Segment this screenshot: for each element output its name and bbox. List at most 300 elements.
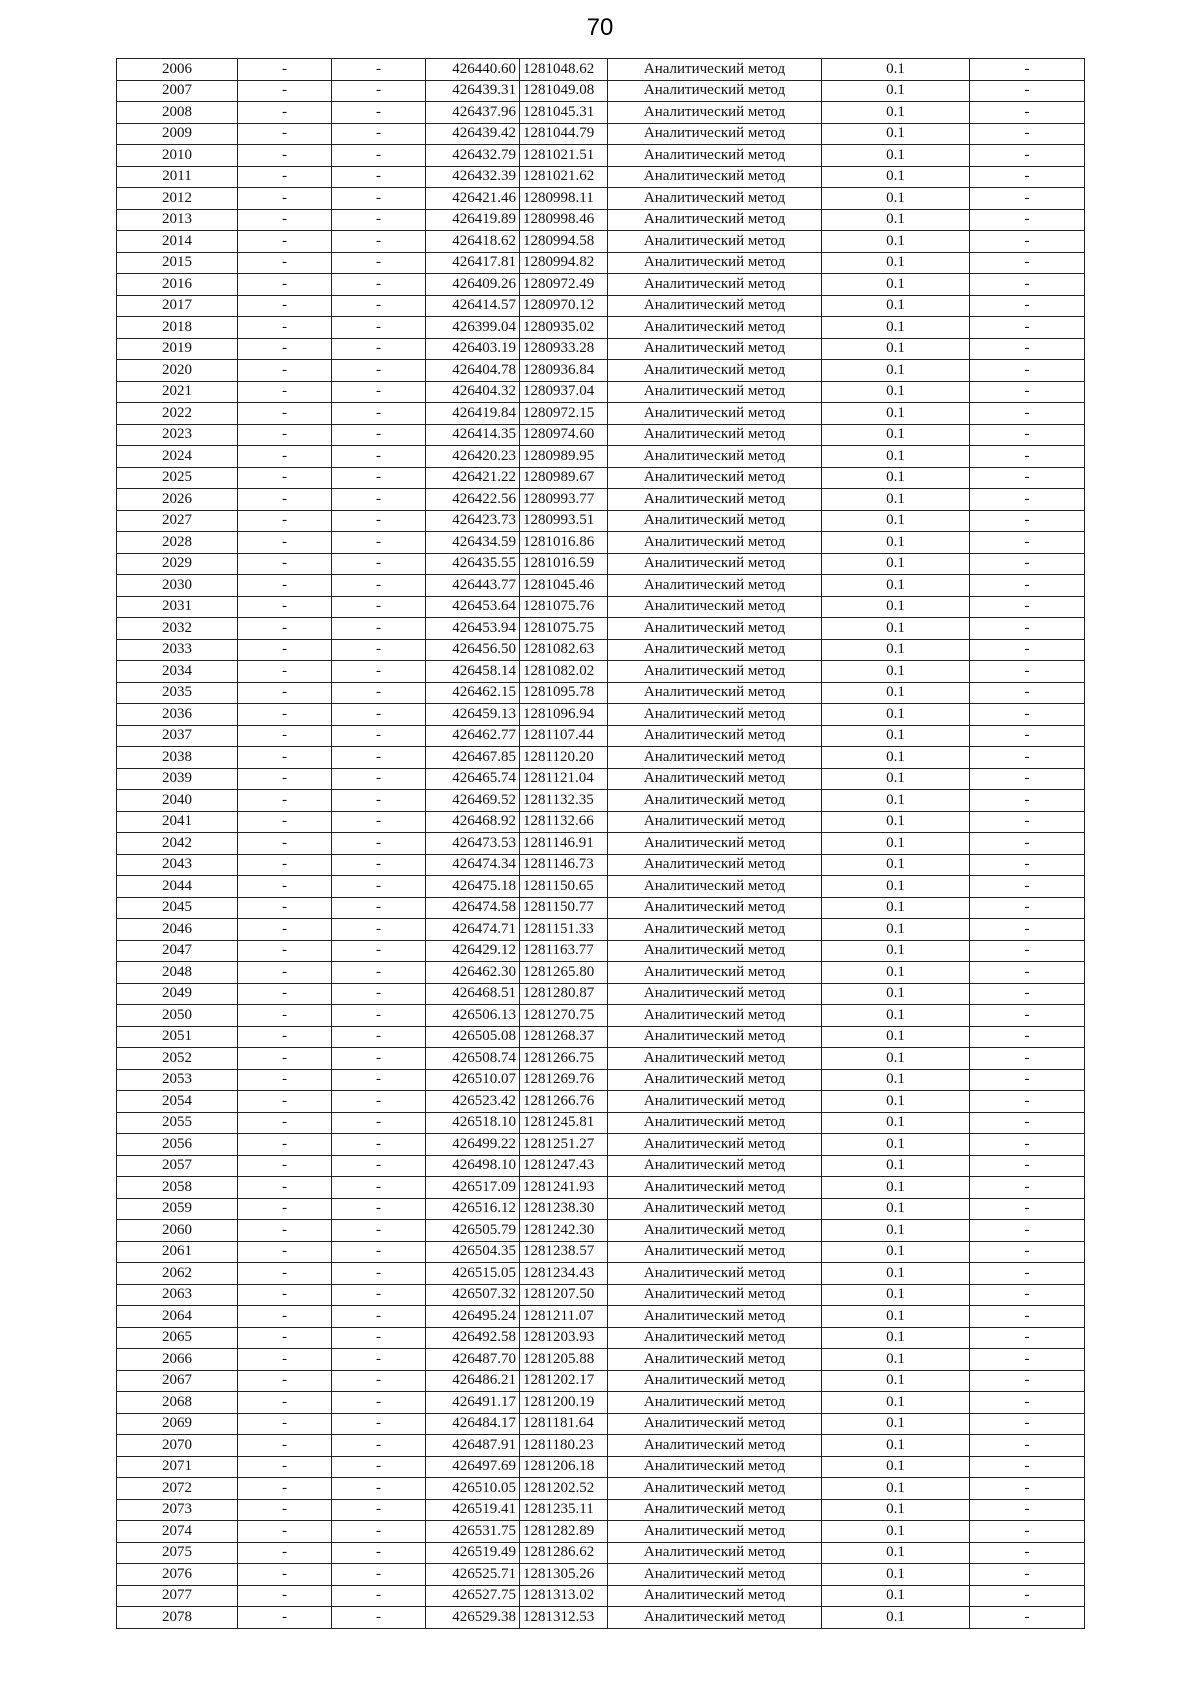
dash-cell: -	[970, 446, 1085, 468]
point-number-cell: 2057	[117, 1155, 238, 1177]
dash-cell: -	[970, 962, 1085, 984]
table-row	[117, 1435, 1085, 1457]
dash-cell: -	[332, 231, 426, 253]
x-coordinate-cell: 426423.73	[426, 510, 520, 532]
accuracy-cell: 0.1	[822, 274, 970, 296]
dash-cell: -	[970, 317, 1085, 339]
dash-cell: -	[332, 338, 426, 360]
method-cell: Аналитический метод	[608, 618, 822, 640]
point-number-cell: 2050	[117, 1005, 238, 1027]
point-number-cell: 2051	[117, 1026, 238, 1048]
accuracy-cell: 0.1	[822, 876, 970, 898]
method-cell: Аналитический метод	[608, 1542, 822, 1564]
accuracy-cell: 0.1	[822, 768, 970, 790]
dash-cell: -	[332, 489, 426, 511]
dash-cell: -	[970, 295, 1085, 317]
table-row	[117, 1284, 1085, 1306]
y-coordinate-cell: 1281151.33	[520, 919, 608, 941]
x-coordinate-cell: 426439.31	[426, 80, 520, 102]
y-coordinate-cell: 1281045.31	[520, 102, 608, 124]
table-row	[117, 1112, 1085, 1134]
table-row	[117, 381, 1085, 403]
point-number-cell: 2071	[117, 1456, 238, 1478]
y-coordinate-cell: 1281132.35	[520, 790, 608, 812]
point-number-cell: 2007	[117, 80, 238, 102]
y-coordinate-cell: 1281238.57	[520, 1241, 608, 1263]
y-coordinate-cell: 1280994.82	[520, 252, 608, 274]
accuracy-cell: 0.1	[822, 1521, 970, 1543]
point-number-cell: 2010	[117, 145, 238, 167]
dash-cell: -	[238, 618, 332, 640]
point-number-cell: 2072	[117, 1478, 238, 1500]
dash-cell: -	[970, 854, 1085, 876]
accuracy-cell: 0.1	[822, 123, 970, 145]
table-row	[117, 983, 1085, 1005]
point-number-cell: 2066	[117, 1349, 238, 1371]
x-coordinate-cell: 426491.17	[426, 1392, 520, 1414]
table-row	[117, 1521, 1085, 1543]
y-coordinate-cell: 1281107.44	[520, 725, 608, 747]
method-cell: Аналитический метод	[608, 1370, 822, 1392]
y-coordinate-cell: 1281202.52	[520, 1478, 608, 1500]
dash-cell: -	[970, 897, 1085, 919]
table-row	[117, 1499, 1085, 1521]
point-number-cell: 2030	[117, 575, 238, 597]
y-coordinate-cell: 1281280.87	[520, 983, 608, 1005]
dash-cell: -	[332, 1327, 426, 1349]
table-row	[117, 1134, 1085, 1156]
point-number-cell: 2018	[117, 317, 238, 339]
dash-cell: -	[238, 1026, 332, 1048]
dash-cell: -	[332, 123, 426, 145]
x-coordinate-cell: 426516.12	[426, 1198, 520, 1220]
y-coordinate-cell: 1281247.43	[520, 1155, 608, 1177]
dash-cell: -	[238, 252, 332, 274]
dash-cell: -	[238, 639, 332, 661]
dash-cell: -	[332, 1134, 426, 1156]
x-coordinate-cell: 426409.26	[426, 274, 520, 296]
dash-cell: -	[238, 725, 332, 747]
table-row	[117, 1026, 1085, 1048]
table-row	[117, 424, 1085, 446]
dash-cell: -	[970, 1284, 1085, 1306]
table-row	[117, 209, 1085, 231]
dash-cell: -	[332, 1048, 426, 1070]
dash-cell: -	[970, 166, 1085, 188]
dash-cell: -	[332, 1392, 426, 1414]
dash-cell: -	[332, 747, 426, 769]
point-number-cell: 2023	[117, 424, 238, 446]
table-row	[117, 252, 1085, 274]
dash-cell: -	[332, 1220, 426, 1242]
x-coordinate-cell: 426421.22	[426, 467, 520, 489]
accuracy-cell: 0.1	[822, 252, 970, 274]
table-row	[117, 1198, 1085, 1220]
dash-cell: -	[970, 102, 1085, 124]
point-number-cell: 2027	[117, 510, 238, 532]
method-cell: Аналитический метод	[608, 1413, 822, 1435]
dash-cell: -	[238, 1499, 332, 1521]
dash-cell: -	[238, 381, 332, 403]
y-coordinate-cell: 1280993.77	[520, 489, 608, 511]
accuracy-cell: 0.1	[822, 446, 970, 468]
y-coordinate-cell: 1281021.51	[520, 145, 608, 167]
method-cell: Аналитический метод	[608, 1198, 822, 1220]
point-number-cell: 2009	[117, 123, 238, 145]
dash-cell: -	[238, 102, 332, 124]
point-number-cell: 2034	[117, 661, 238, 683]
table-row	[117, 1069, 1085, 1091]
y-coordinate-cell: 1281268.37	[520, 1026, 608, 1048]
dash-cell: -	[238, 1177, 332, 1199]
table-row	[117, 123, 1085, 145]
dash-cell: -	[332, 1499, 426, 1521]
x-coordinate-cell: 426519.41	[426, 1499, 520, 1521]
x-coordinate-cell: 426487.91	[426, 1435, 520, 1457]
point-number-cell: 2021	[117, 381, 238, 403]
dash-cell: -	[238, 338, 332, 360]
table-row	[117, 725, 1085, 747]
x-coordinate-cell: 426453.64	[426, 596, 520, 618]
x-coordinate-cell: 426486.21	[426, 1370, 520, 1392]
dash-cell: -	[970, 919, 1085, 941]
method-cell: Аналитический метод	[608, 1392, 822, 1414]
accuracy-cell: 0.1	[822, 1607, 970, 1629]
table-row	[117, 790, 1085, 812]
accuracy-cell: 0.1	[822, 811, 970, 833]
accuracy-cell: 0.1	[822, 1198, 970, 1220]
point-number-cell: 2029	[117, 553, 238, 575]
dash-cell: -	[970, 553, 1085, 575]
accuracy-cell: 0.1	[822, 833, 970, 855]
x-coordinate-cell: 426403.19	[426, 338, 520, 360]
table-row	[117, 962, 1085, 984]
x-coordinate-cell: 426462.30	[426, 962, 520, 984]
y-coordinate-cell: 1280994.58	[520, 231, 608, 253]
dash-cell: -	[238, 360, 332, 382]
accuracy-cell: 0.1	[822, 532, 970, 554]
dash-cell: -	[332, 295, 426, 317]
y-coordinate-cell: 1281163.77	[520, 940, 608, 962]
dash-cell: -	[332, 1435, 426, 1457]
table-row	[117, 102, 1085, 124]
dash-cell: -	[332, 510, 426, 532]
table-row	[117, 1585, 1085, 1607]
table-row	[117, 145, 1085, 167]
accuracy-cell: 0.1	[822, 1413, 970, 1435]
x-coordinate-cell: 426417.81	[426, 252, 520, 274]
dash-cell: -	[332, 59, 426, 81]
dash-cell: -	[970, 209, 1085, 231]
y-coordinate-cell: 1281282.89	[520, 1521, 608, 1543]
accuracy-cell: 0.1	[822, 790, 970, 812]
accuracy-cell: 0.1	[822, 553, 970, 575]
y-coordinate-cell: 1280935.02	[520, 317, 608, 339]
accuracy-cell: 0.1	[822, 661, 970, 683]
table-body	[117, 59, 1085, 1629]
point-number-cell: 2035	[117, 682, 238, 704]
dash-cell: -	[970, 682, 1085, 704]
dash-cell: -	[332, 940, 426, 962]
accuracy-cell: 0.1	[822, 1327, 970, 1349]
method-cell: Аналитический метод	[608, 446, 822, 468]
method-cell: Аналитический метод	[608, 682, 822, 704]
accuracy-cell: 0.1	[822, 317, 970, 339]
method-cell: Аналитический метод	[608, 467, 822, 489]
dash-cell: -	[332, 145, 426, 167]
accuracy-cell: 0.1	[822, 1263, 970, 1285]
y-coordinate-cell: 1281238.30	[520, 1198, 608, 1220]
dash-cell: -	[238, 854, 332, 876]
accuracy-cell: 0.1	[822, 1435, 970, 1457]
y-coordinate-cell: 1280998.46	[520, 209, 608, 231]
point-number-cell: 2065	[117, 1327, 238, 1349]
dash-cell: -	[970, 1220, 1085, 1242]
method-cell: Аналитический метод	[608, 553, 822, 575]
dash-cell: -	[332, 983, 426, 1005]
x-coordinate-cell: 426527.75	[426, 1585, 520, 1607]
point-number-cell: 2012	[117, 188, 238, 210]
method-cell: Аналитический метод	[608, 661, 822, 683]
dash-cell: -	[238, 231, 332, 253]
dash-cell: -	[332, 1607, 426, 1629]
accuracy-cell: 0.1	[822, 575, 970, 597]
dash-cell: -	[238, 1048, 332, 1070]
dash-cell: -	[238, 1155, 332, 1177]
dash-cell: -	[238, 59, 332, 81]
x-coordinate-cell: 426499.22	[426, 1134, 520, 1156]
dash-cell: -	[970, 1521, 1085, 1543]
y-coordinate-cell: 1281241.93	[520, 1177, 608, 1199]
point-number-cell: 2063	[117, 1284, 238, 1306]
x-coordinate-cell: 426531.75	[426, 1521, 520, 1543]
dash-cell: -	[238, 768, 332, 790]
method-cell: Аналитический метод	[608, 1263, 822, 1285]
x-coordinate-cell: 426507.32	[426, 1284, 520, 1306]
table-row	[117, 833, 1085, 855]
dash-cell: -	[332, 811, 426, 833]
point-number-cell: 2046	[117, 919, 238, 941]
dash-cell: -	[970, 811, 1085, 833]
dash-cell: -	[970, 1198, 1085, 1220]
method-cell: Аналитический метод	[608, 338, 822, 360]
table-row	[117, 231, 1085, 253]
x-coordinate-cell: 426510.05	[426, 1478, 520, 1500]
dash-cell: -	[970, 1091, 1085, 1113]
method-cell: Аналитический метод	[608, 1134, 822, 1156]
table-row	[117, 768, 1085, 790]
x-coordinate-cell: 426440.60	[426, 59, 520, 81]
accuracy-cell: 0.1	[822, 1542, 970, 1564]
accuracy-cell: 0.1	[822, 489, 970, 511]
point-number-cell: 2036	[117, 704, 238, 726]
dash-cell: -	[238, 1392, 332, 1414]
dash-cell: -	[970, 618, 1085, 640]
method-cell: Аналитический метод	[608, 424, 822, 446]
dash-cell: -	[238, 1370, 332, 1392]
dash-cell: -	[238, 510, 332, 532]
accuracy-cell: 0.1	[822, 1370, 970, 1392]
table-row	[117, 1607, 1085, 1629]
point-number-cell: 2025	[117, 467, 238, 489]
y-coordinate-cell: 1281312.53	[520, 1607, 608, 1629]
dash-cell: -	[332, 1456, 426, 1478]
dash-cell: -	[332, 1155, 426, 1177]
method-cell: Аналитический метод	[608, 231, 822, 253]
accuracy-cell: 0.1	[822, 618, 970, 640]
dash-cell: -	[970, 833, 1085, 855]
method-cell: Аналитический метод	[608, 102, 822, 124]
table-row	[117, 188, 1085, 210]
x-coordinate-cell: 426434.59	[426, 532, 520, 554]
method-cell: Аналитический метод	[608, 639, 822, 661]
method-cell: Аналитический метод	[608, 532, 822, 554]
accuracy-cell: 0.1	[822, 424, 970, 446]
point-number-cell: 2016	[117, 274, 238, 296]
dash-cell: -	[238, 467, 332, 489]
point-number-cell: 2015	[117, 252, 238, 274]
dash-cell: -	[238, 790, 332, 812]
dash-cell: -	[238, 1456, 332, 1478]
dash-cell: -	[238, 919, 332, 941]
table-row	[117, 1392, 1085, 1414]
point-number-cell: 2022	[117, 403, 238, 425]
table-row	[117, 1370, 1085, 1392]
accuracy-cell: 0.1	[822, 983, 970, 1005]
accuracy-cell: 0.1	[822, 1564, 970, 1586]
method-cell: Аналитический метод	[608, 209, 822, 231]
y-coordinate-cell: 1281045.46	[520, 575, 608, 597]
dash-cell: -	[970, 1112, 1085, 1134]
table-row	[117, 1241, 1085, 1263]
method-cell: Аналитический метод	[608, 919, 822, 941]
dash-cell: -	[238, 682, 332, 704]
table-row	[117, 1220, 1085, 1242]
accuracy-cell: 0.1	[822, 467, 970, 489]
x-coordinate-cell: 426468.92	[426, 811, 520, 833]
dash-cell: -	[970, 489, 1085, 511]
point-number-cell: 2033	[117, 639, 238, 661]
y-coordinate-cell: 1281251.27	[520, 1134, 608, 1156]
dash-cell: -	[970, 661, 1085, 683]
method-cell: Аналитический метод	[608, 1048, 822, 1070]
x-coordinate-cell: 426404.78	[426, 360, 520, 382]
accuracy-cell: 0.1	[822, 1026, 970, 1048]
dash-cell: -	[332, 274, 426, 296]
y-coordinate-cell: 1280972.49	[520, 274, 608, 296]
dash-cell: -	[332, 1026, 426, 1048]
point-number-cell: 2075	[117, 1542, 238, 1564]
point-number-cell: 2039	[117, 768, 238, 790]
method-cell: Аналитический метод	[608, 317, 822, 339]
table-row	[117, 1091, 1085, 1113]
dash-cell: -	[238, 446, 332, 468]
point-number-cell: 2056	[117, 1134, 238, 1156]
dash-cell: -	[970, 1048, 1085, 1070]
dash-cell: -	[238, 1198, 332, 1220]
table-row	[117, 532, 1085, 554]
dash-cell: -	[238, 1478, 332, 1500]
accuracy-cell: 0.1	[822, 381, 970, 403]
table-row	[117, 876, 1085, 898]
dash-cell: -	[238, 1607, 332, 1629]
accuracy-cell: 0.1	[822, 940, 970, 962]
method-cell: Аналитический метод	[608, 123, 822, 145]
dash-cell: -	[238, 1306, 332, 1328]
dash-cell: -	[970, 59, 1085, 81]
x-coordinate-cell: 426505.08	[426, 1026, 520, 1048]
accuracy-cell: 0.1	[822, 1069, 970, 1091]
table-row	[117, 1413, 1085, 1435]
x-coordinate-cell: 426432.39	[426, 166, 520, 188]
y-coordinate-cell: 1281095.78	[520, 682, 608, 704]
method-cell: Аналитический метод	[608, 790, 822, 812]
method-cell: Аналитический метод	[608, 983, 822, 1005]
dash-cell: -	[332, 790, 426, 812]
y-coordinate-cell: 1281075.75	[520, 618, 608, 640]
method-cell: Аналитический метод	[608, 704, 822, 726]
dash-cell: -	[238, 553, 332, 575]
dash-cell: -	[970, 1327, 1085, 1349]
method-cell: Аналитический метод	[608, 876, 822, 898]
point-number-cell: 2019	[117, 338, 238, 360]
dash-cell: -	[332, 661, 426, 683]
point-number-cell: 2011	[117, 166, 238, 188]
y-coordinate-cell: 1281234.43	[520, 1263, 608, 1285]
dash-cell: -	[332, 1198, 426, 1220]
dash-cell: -	[970, 123, 1085, 145]
dash-cell: -	[332, 1370, 426, 1392]
method-cell: Аналитический метод	[608, 1499, 822, 1521]
x-coordinate-cell: 426529.38	[426, 1607, 520, 1629]
x-coordinate-cell: 426506.13	[426, 1005, 520, 1027]
y-coordinate-cell: 1281207.50	[520, 1284, 608, 1306]
dash-cell: -	[970, 188, 1085, 210]
dash-cell: -	[332, 1112, 426, 1134]
dash-cell: -	[332, 446, 426, 468]
dash-cell: -	[238, 1220, 332, 1242]
point-number-cell: 2037	[117, 725, 238, 747]
dash-cell: -	[970, 1564, 1085, 1586]
accuracy-cell: 0.1	[822, 1134, 970, 1156]
dash-cell: -	[238, 489, 332, 511]
accuracy-cell: 0.1	[822, 338, 970, 360]
point-number-cell: 2076	[117, 1564, 238, 1586]
table-row	[117, 80, 1085, 102]
dash-cell: -	[332, 1177, 426, 1199]
table-row	[117, 338, 1085, 360]
dash-cell: -	[238, 1005, 332, 1027]
method-cell: Аналитический метод	[608, 403, 822, 425]
accuracy-cell: 0.1	[822, 102, 970, 124]
point-number-cell: 2064	[117, 1306, 238, 1328]
point-number-cell: 2070	[117, 1435, 238, 1457]
accuracy-cell: 0.1	[822, 145, 970, 167]
y-coordinate-cell: 1280989.67	[520, 467, 608, 489]
method-cell: Аналитический метод	[608, 811, 822, 833]
accuracy-cell: 0.1	[822, 1112, 970, 1134]
dash-cell: -	[970, 575, 1085, 597]
dash-cell: -	[332, 1005, 426, 1027]
dash-cell: -	[332, 317, 426, 339]
dash-cell: -	[970, 403, 1085, 425]
table-row	[117, 854, 1085, 876]
dash-cell: -	[238, 811, 332, 833]
table-row	[117, 467, 1085, 489]
accuracy-cell: 0.1	[822, 1241, 970, 1263]
x-coordinate-cell: 426515.05	[426, 1263, 520, 1285]
table-row	[117, 596, 1085, 618]
